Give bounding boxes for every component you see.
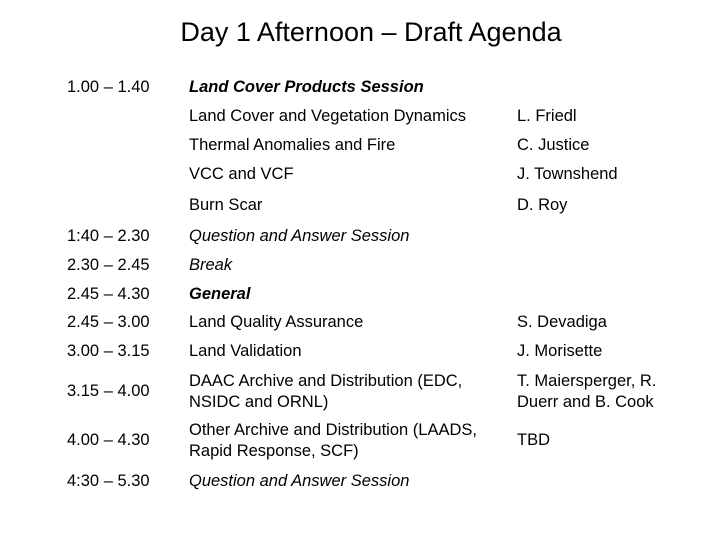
row-topic: Land Quality Assurance xyxy=(189,313,364,331)
row-speaker: L. Friedl xyxy=(517,107,577,125)
row-topic-line: DAAC Archive and Distribution (EDC, xyxy=(189,372,463,390)
row-topic xyxy=(189,420,477,462)
agenda-row xyxy=(0,371,720,415)
row-time: 4:30 – 5.30 xyxy=(67,472,150,490)
row-time: 3.15 – 4.00 xyxy=(67,382,150,400)
row-speaker: J. Townshend xyxy=(517,165,618,183)
row-topic: Question and Answer Session xyxy=(189,227,410,245)
row-speaker: J. Morisette xyxy=(517,342,603,360)
session-heading: General xyxy=(189,285,251,303)
row-speaker-line: Duerr and B. Cook xyxy=(517,393,654,411)
row-topic: VCC and VCF xyxy=(189,165,294,183)
row-speaker-line: T. Maiersperger, R. xyxy=(517,372,657,390)
row-time: 1.00 – 1.40 xyxy=(67,78,150,96)
agenda-row xyxy=(0,420,720,464)
row-time: 4.00 – 4.30 xyxy=(67,431,150,449)
row-topic: Thermal Anomalies and Fire xyxy=(189,136,396,154)
row-topic-line: Rapid Response, SCF) xyxy=(189,442,359,460)
row-topic: Break xyxy=(189,256,233,274)
row-topic xyxy=(189,371,462,413)
row-speaker: TBD xyxy=(517,431,550,449)
row-topic: Burn Scar xyxy=(189,196,263,214)
row-topic: Question and Answer Session xyxy=(189,472,410,490)
agenda-title: Day 1 Afternoon – Draft Agenda xyxy=(180,17,562,47)
row-speaker: C. Justice xyxy=(517,136,590,154)
row-speaker: D. Roy xyxy=(517,196,568,214)
row-topic-line: NSIDC and ORNL) xyxy=(189,393,329,411)
row-time: 1:40 – 2.30 xyxy=(67,227,150,245)
row-time: 3.00 – 3.15 xyxy=(67,342,150,360)
row-time: 2.45 – 4.30 xyxy=(67,285,150,303)
row-time: 2.45 – 3.00 xyxy=(67,313,150,331)
row-topic: Land Validation xyxy=(189,342,302,360)
row-topic: Land Cover and Vegetation Dynamics xyxy=(189,107,467,125)
row-speaker: S. Devadiga xyxy=(517,313,607,331)
row-topic-line: Other Archive and Distribution (LAADS, xyxy=(189,421,477,439)
session-heading: Land Cover Products Session xyxy=(189,78,424,96)
row-speaker xyxy=(517,371,656,413)
row-time: 2.30 – 2.45 xyxy=(67,256,150,274)
